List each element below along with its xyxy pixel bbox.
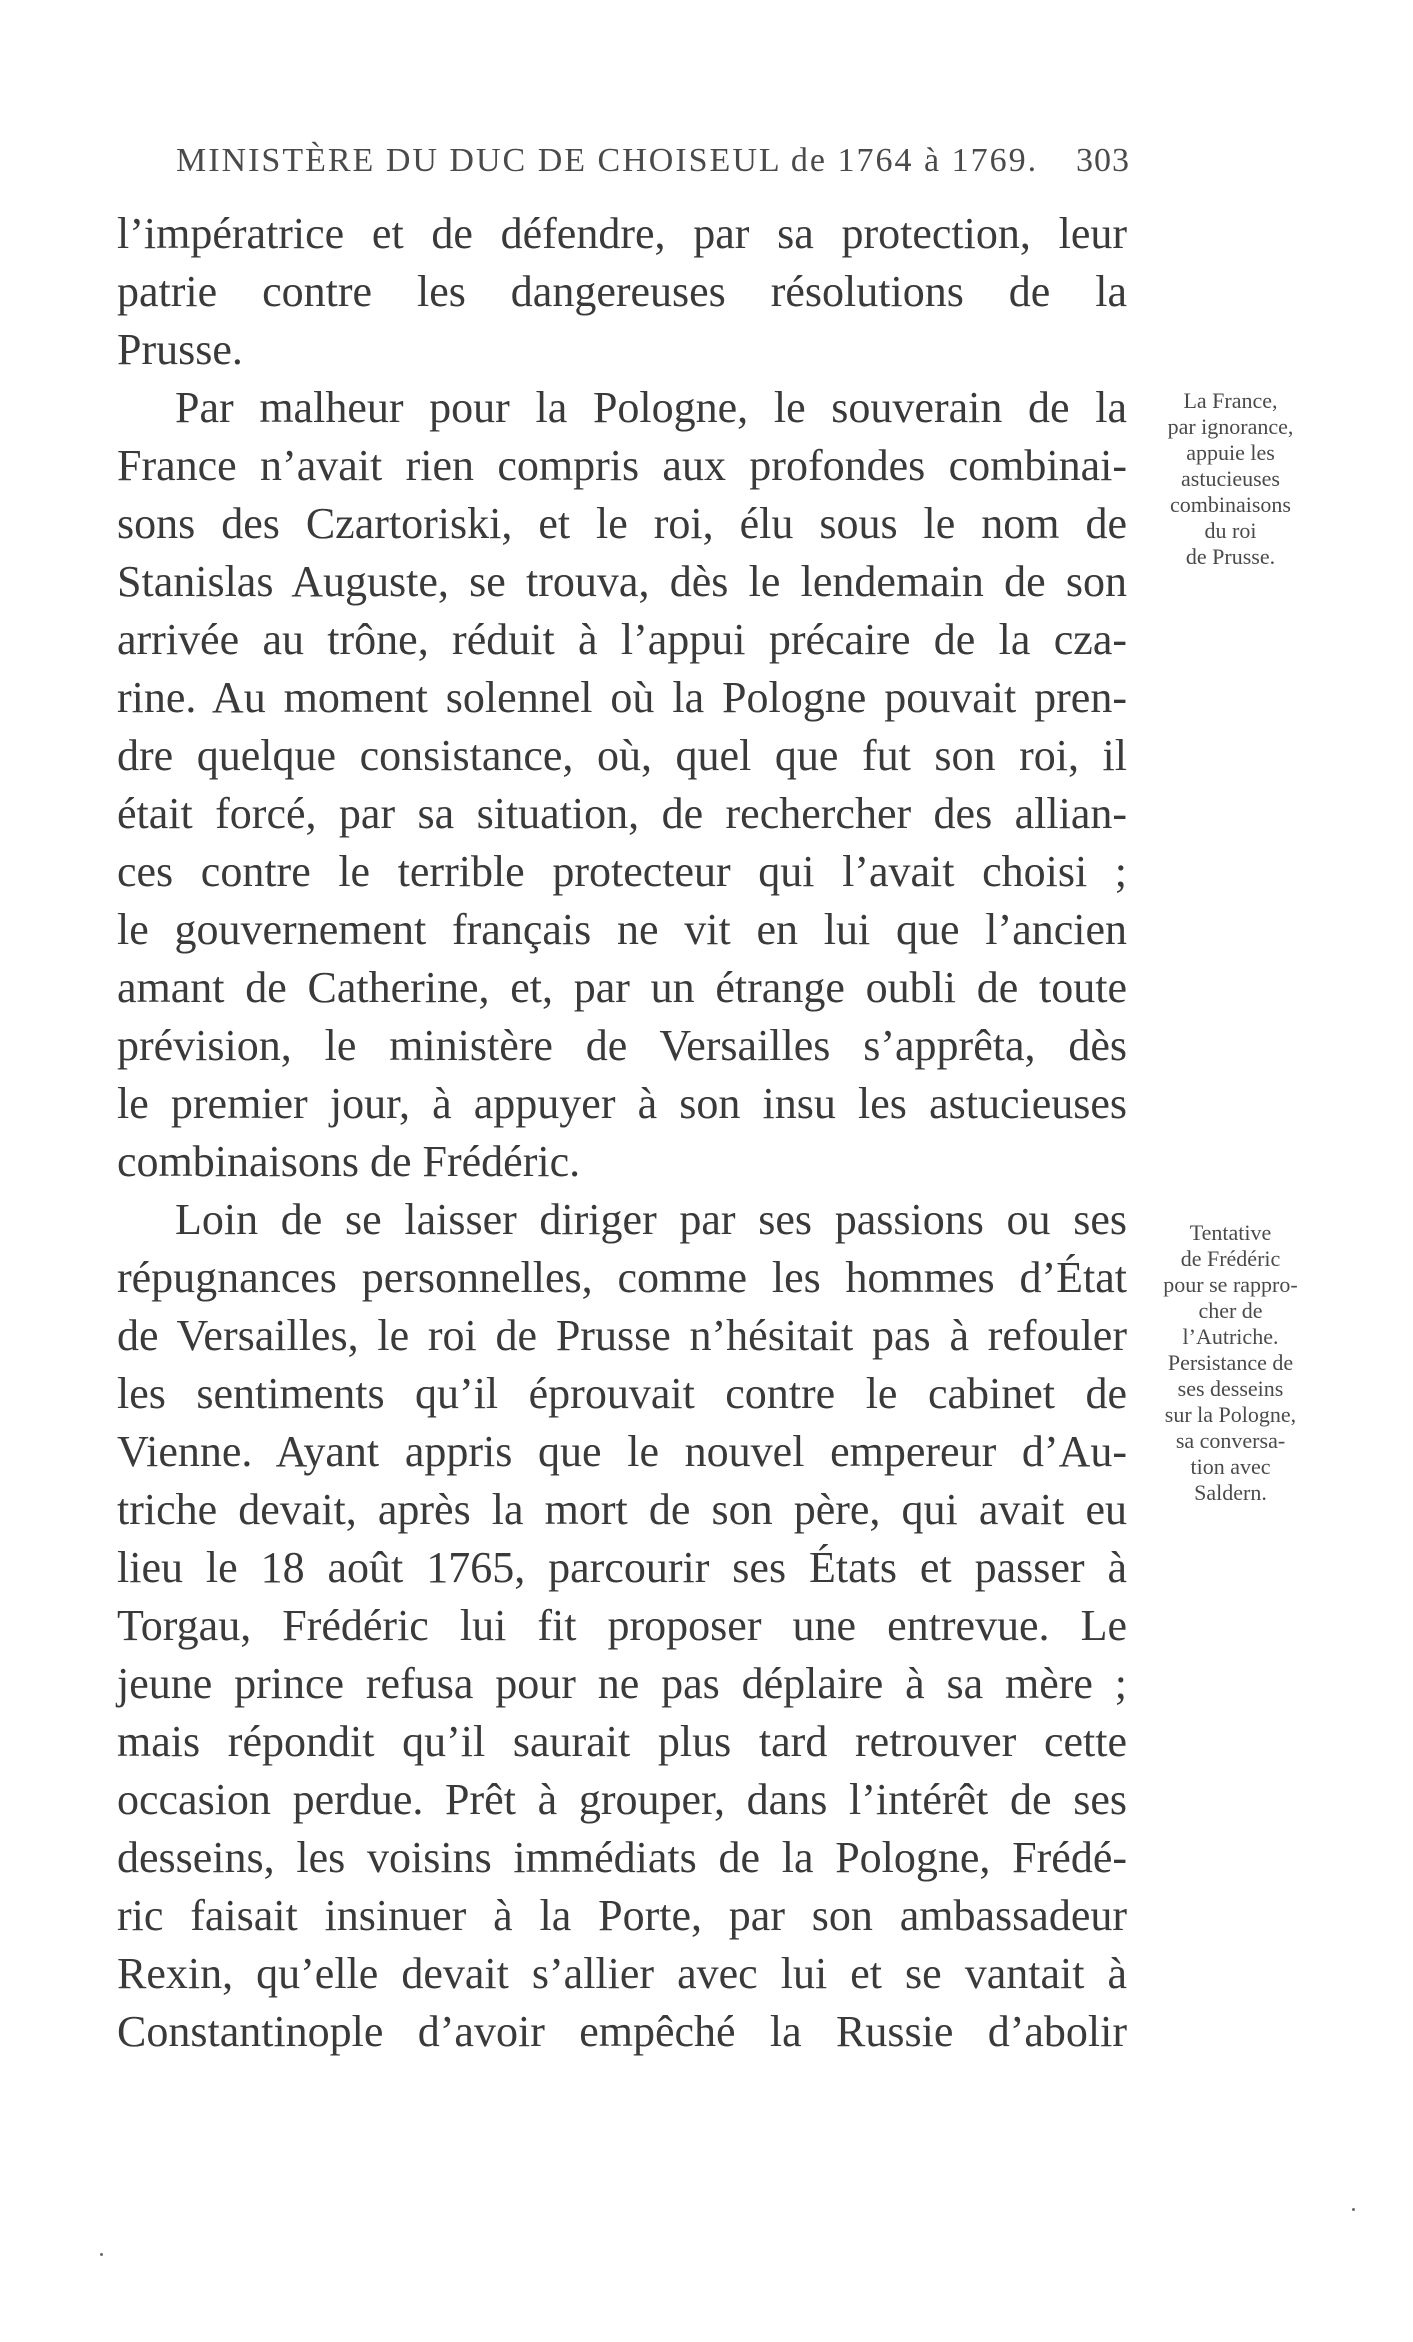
margin-note-line: l’Autriche. [1182,1324,1279,1349]
text-line: jeune prince refusa pour ne pas déplaire à sa mère ; [117,1659,1127,1708]
margin-note-line: Saldern. [1194,1480,1267,1505]
margin-note-line: appuie les [1186,440,1275,465]
text-line: desseins, les voisins immédiats de la Pologne, Frédé- [117,1833,1127,1882]
text-line: le gouvernement français ne vit en lui que l’ancien [117,905,1127,954]
text-line: Rexin, qu’elle devait s’allier avec lui et se vantait à [117,1949,1127,1998]
text-line: Stanislas Auguste, se trouva, dès le lendemain de son [117,557,1127,606]
margin-note-line: pour se rappro- [1163,1272,1298,1297]
text-line: lieu le 18 août 1765, parcourir ses États et passer à [117,1543,1127,1592]
margin-note-france [1133,388,1328,570]
margin-note-line: de Prusse. [1185,544,1276,569]
text-line: Vienne. Ayant appris que le nouvel empereur d’Au- [117,1427,1127,1476]
margin-note-line: combinaisons [1170,492,1291,517]
margin-note-line: de Frédéric [1180,1246,1281,1271]
text-line: ces contre le terrible protecteur qui l’avait choisi ; [117,847,1127,896]
paper-speck [100,2253,103,2256]
text-line: sons des Czartoriski, et le roi, élu sous le nom de [117,499,1127,548]
text-line: prévision, le ministère de Versailles s’apprêta, dès [117,1021,1127,1070]
text-line: Par malheur pour la Pologne, le souverain de la [175,383,1127,432]
margin-note-frederic [1133,1220,1328,1506]
margin-note-line: cher de [1198,1298,1263,1323]
text-line: l’impératrice et de défendre, par sa protection, leur [117,209,1127,258]
text-line: patrie contre les dangereuses résolutions de la [117,267,1127,316]
text-line: dre quelque consistance, où, quel que fut son roi, il [117,731,1127,780]
text-line: était forcé, par sa situation, de rechercher des allian- [117,789,1127,838]
running-title: MINISTÈRE DU DUC DE CHOISEUL de 1764 à 1769. [176,142,1039,179]
margin-note-line: tion avec [1190,1454,1271,1479]
text-line: Torgau, Frédéric lui fit proposer une entrevue. Le [117,1601,1127,1650]
text-line: de Versailles, le roi de Prusse n’hésitait pas à refouler [117,1311,1127,1360]
text-line: les sentiments qu’il éprouvait contre le cabinet de [117,1369,1127,1418]
text-line: France n’avait rien compris aux profondes combinai- [117,441,1127,490]
margin-note-line: du roi [1204,518,1257,543]
margin-note-line: ses desseins [1177,1376,1284,1401]
margin-note-line: sa conversa- [1175,1428,1286,1453]
margin-note-line: Tentative [1189,1220,1272,1245]
page-number: 303 [1076,142,1130,179]
text-line: mais répondit qu’il saurait plus tard retrouver cette [117,1717,1127,1766]
text-line: combinaisons de Frédéric. [117,1137,581,1186]
text-line: Prusse. [117,325,243,374]
running-header [176,142,1130,182]
text-line: arrivée au trône, réduit à l’appui précaire de la cza- [117,615,1127,664]
text-line: le premier jour, à appuyer à son insu les astucieuses [117,1079,1127,1128]
text-line: occasion perdue. Prêt à grouper, dans l’intérêt de ses [117,1775,1127,1824]
text-line: répugnances personnelles, comme les hommes d’État [117,1253,1127,1302]
text-line: Constantinople d’avoir empêché la Russie d’abolir [117,2007,1127,2056]
text-line: ric faisait insinuer à la Porte, par son ambassadeur [117,1891,1127,1940]
margin-note-line: Persistance de [1167,1350,1294,1375]
paper-speck [1352,2208,1355,2211]
margin-note-line: sur la Pologne, [1164,1402,1297,1427]
margin-note-line: La France, [1183,388,1278,413]
text-line: amant de Catherine, et, par un étrange oubli de toute [117,963,1127,1012]
margin-note-line: astucieuses [1181,466,1280,491]
text-line: Loin de se laisser diriger par ses passions ou ses [175,1195,1127,1244]
margin-note-line: par ignorance, [1167,414,1294,439]
text-line: rine. Au moment solennel où la Pologne pouvait pren- [117,673,1127,722]
text-line: triche devait, après la mort de son père, qui avait eu [117,1485,1127,1534]
